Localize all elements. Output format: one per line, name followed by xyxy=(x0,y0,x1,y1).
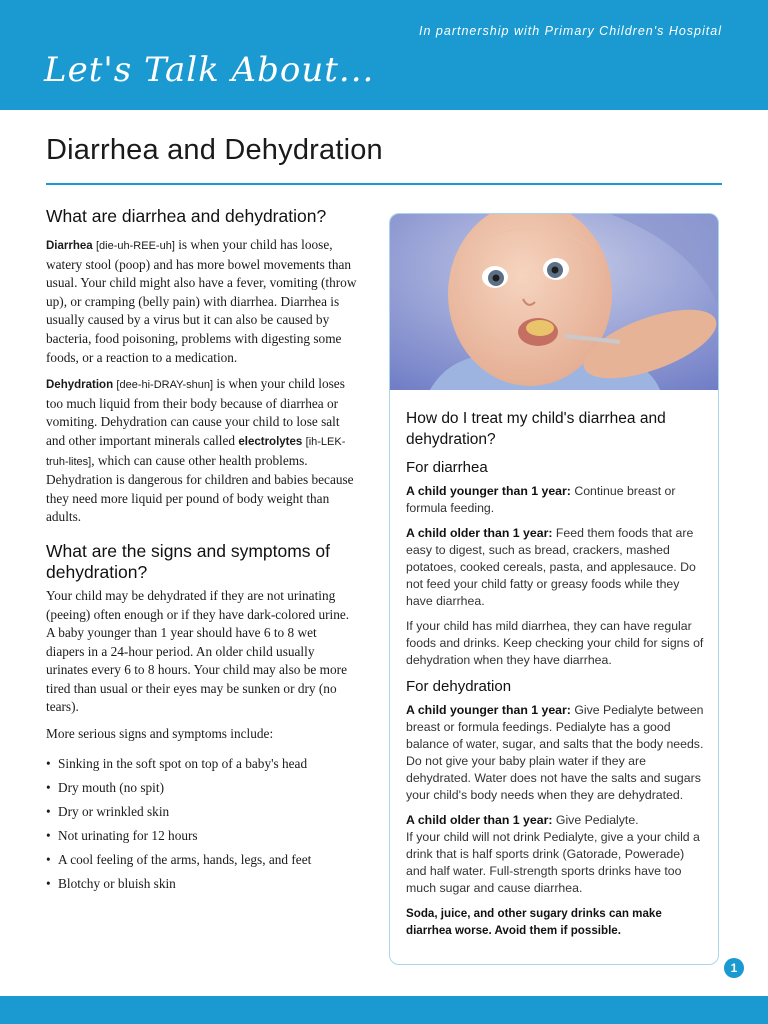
dehydration-older-text-b: If your child will not drink Pedialyte, give a your child a drink that is half sports drink (Gatorade, Powerade) and half water. Full-strength sports drinks have too much sugar and cause diarrhea. xyxy=(406,830,700,895)
title-divider xyxy=(46,183,722,185)
diarrhea-heading: For diarrhea xyxy=(406,459,488,476)
list-item: • Dry or wrinkled skin xyxy=(46,800,358,824)
diarrhea-infant-text: Continue breast or formula feeding. xyxy=(406,484,676,515)
dehydration-older-text-a: Give Pedialyte. xyxy=(552,813,639,827)
diarrhea-older-text: Feed them foods that are easy to digest, such as bread, crackers, mashed potatoes, cooked cereals, pasta, and applesauce. Do not feed your child fatty or greasy foods while they have diarrhea. xyxy=(406,526,696,608)
dehydration-infant xyxy=(406,702,706,804)
pronunciation-dehydration: [dee-hi-DRAY-shun] xyxy=(116,379,214,392)
sugary-drinks-warning: Soda, juice, and other sugary drinks can make diarrhea worse. Avoid them if possible. xyxy=(406,907,662,937)
serious-signs-intro: More serious signs and symptoms include: xyxy=(46,726,274,742)
panel-heading: How do I treat my child's diarrhea and dehydration? xyxy=(406,410,666,448)
header-banner xyxy=(0,0,768,110)
term-diarrhea: Diarrhea xyxy=(46,240,93,252)
age-label: A child older than 1 year: xyxy=(406,526,553,540)
pronunciation-diarrhea: [die-uh-REE-uh] xyxy=(96,240,175,252)
pronunciation-electrolytes: [ih-LEK-truh-lites] xyxy=(46,435,346,468)
list-item: • Not urinating for 12 hours xyxy=(46,824,358,848)
page-number: 1 xyxy=(724,958,744,978)
dehydration-definition xyxy=(46,375,358,527)
dehydration-text-b: , which can cause other health problems. Dehydration is dangerous for children and babies because they need more liquid per pound of body weight than adults. xyxy=(46,452,354,525)
signs-paragraph: Your child may be dehydrated if they are not urinating (peeing) often enough or if they have dark-colored urine. A baby younger than 1 year should have 6 to 8 wet diapers in a 24-hour period. An older child usually urinates every 6 to 8 hours. Your child may also be more tired than usual or their eyes may be sunken or dry (no tears). xyxy=(46,587,350,715)
diarrhea-infant xyxy=(406,483,706,517)
term-dehydration: Dehydration xyxy=(46,379,114,392)
series-title: Let's Talk About... xyxy=(44,50,375,90)
age-label: A child younger than 1 year: xyxy=(406,703,571,717)
diarrhea-text: is when your child has loose, watery stool (poop) and has more bowel movements than usual. Your child might also have a fever, vomiting (throw up), or cramping (belly pain) with diarrhea. Diarrhea is usually caused by a virus but it can also be caused by bacteria, food poisoning, problems with digesting some foods, or a reaction to a medication. xyxy=(46,237,357,365)
left-column xyxy=(46,206,358,896)
baby-eating-photo xyxy=(390,214,718,390)
term-electrolytes: electrolytes xyxy=(238,435,303,448)
age-label: A child younger than 1 year: xyxy=(406,484,571,498)
dehydration-heading: For dehydration xyxy=(406,678,512,695)
panel-content xyxy=(406,408,706,939)
treatment-panel xyxy=(389,213,719,965)
age-label: A child older than 1 year: xyxy=(406,813,553,827)
section-heading-what: What are diarrhea and dehydration? xyxy=(46,206,327,226)
partner-text: In partnership with Primary Children's Hospital xyxy=(419,24,722,38)
diarrhea-older xyxy=(406,525,706,610)
list-item: • Blotchy or bluish skin xyxy=(46,872,358,896)
list-item: • A cool feeling of the arms, hands, legs, and feet xyxy=(46,848,358,872)
mild-diarrhea-note: If your child has mild diarrhea, they can have regular foods and drinks. Keep checking your child for signs of dehydration when they have diarrhea. xyxy=(406,619,704,667)
dehydration-older xyxy=(406,812,706,897)
page-title: Diarrhea and Dehydration xyxy=(46,134,383,166)
dehydration-text-a: is when your child loses too much liquid from their body because of diarrhea or vomiting. Dehydration can cause your child to lose salt and other important minerals called xyxy=(46,376,345,448)
section-heading-signs: What are the signs and symptoms of dehydration? xyxy=(46,540,331,582)
diarrhea-definition xyxy=(46,236,358,367)
footer-bar xyxy=(0,996,768,1024)
list-item: • Dry mouth (no spit) xyxy=(46,776,358,800)
symptom-list xyxy=(46,752,358,896)
dehydration-infant-text: Give Pedialyte between breast or formula feedings. Pedialyte has a good balance of water, sugar, and salts that the body needs. Do not give your baby plain water if they are dehydrated. Water does not have the salts and sugars your child's body needs when they are dehydrated. xyxy=(406,703,704,802)
list-item: • Sinking in the soft spot on top of a baby's head xyxy=(46,752,358,776)
